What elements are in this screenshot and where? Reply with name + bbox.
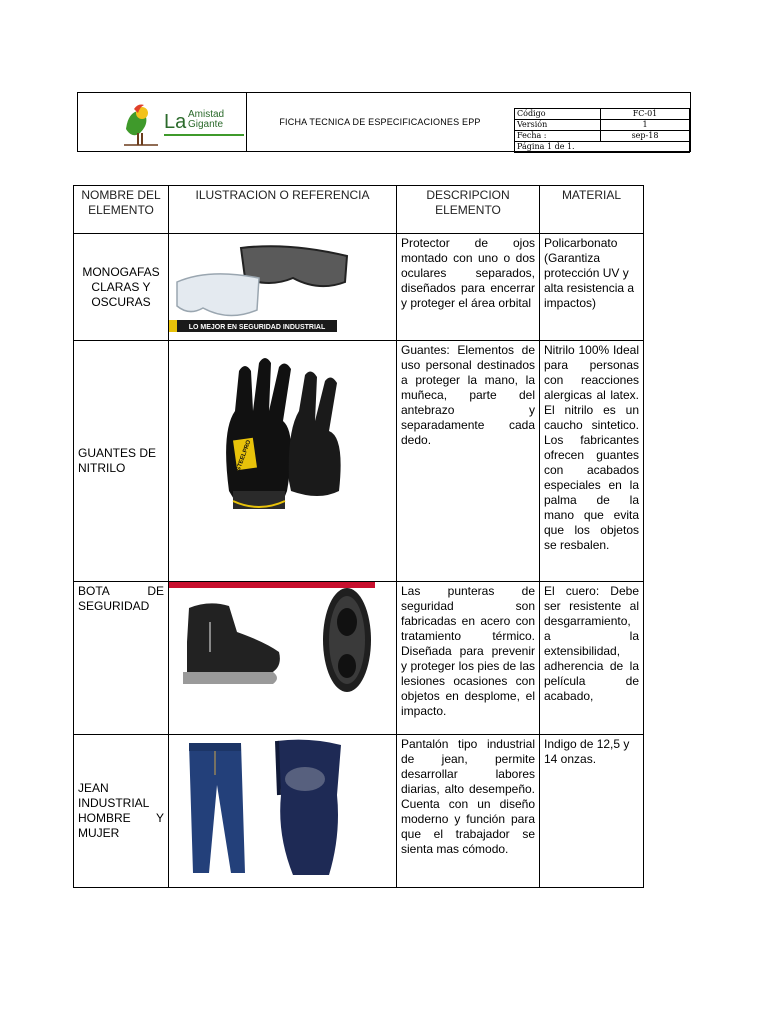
brand-gigante: Gigante bbox=[188, 119, 224, 130]
boots-illustration bbox=[169, 582, 395, 730]
table-row bbox=[74, 341, 644, 582]
boots-image bbox=[169, 582, 397, 735]
table-header-row bbox=[74, 186, 644, 234]
row-material: Nitrilo 100% Ideal para personas con reacciones alergicas al latex. El nitrilo es un caucho sintetico. Los fabricantes ofrecen guantes con acabados especiales en la palma de la mano que evita que los objetos se resbalen. bbox=[540, 341, 644, 582]
row-descripcion: Guantes: Elementos de uso personal destinados a proteger la mano, la muñeca, parte del antebrazo y separadamente cada dedo. bbox=[397, 341, 540, 582]
gloves-illustration bbox=[169, 341, 395, 577]
col-header-material: MATERIAL bbox=[540, 186, 644, 234]
gloves-image bbox=[169, 341, 397, 582]
jeans-image bbox=[169, 735, 397, 888]
fecha-value: sep-18 bbox=[601, 131, 690, 142]
col-header-nombre: NOMBRE DEL ELEMENTO bbox=[74, 186, 169, 234]
meta-row-codigo bbox=[515, 109, 690, 120]
codigo-label: Código bbox=[515, 109, 601, 120]
row-descripcion: Las punteras de seguridad son fabricadas en acero con tratamiento térmico. Diseñada para prevenir y proteger los pies de las lesiones ocasiones con objetos en desplome, el impacto. bbox=[397, 582, 540, 735]
logo-cell bbox=[78, 93, 247, 151]
brand-la: La bbox=[164, 111, 187, 133]
goggles-caption: LO MEJOR EN SEGURIDAD INDUSTRIAL bbox=[188, 324, 326, 331]
col-header-descripcion: DESCRIPCION ELEMENTO bbox=[397, 186, 540, 234]
brand-underline bbox=[164, 134, 244, 136]
table-row bbox=[74, 234, 644, 341]
gloves-brand: STEELPRO bbox=[235, 439, 253, 472]
brand-amistad: Amistad bbox=[188, 109, 225, 120]
row-material: Indigo de 12,5 y 14 onzas. bbox=[540, 735, 644, 888]
epp-spec-table bbox=[73, 185, 644, 888]
document-title: FICHA TECNICA DE ESPECIFICACIONES EPP bbox=[279, 117, 481, 127]
row-descripcion: Pantalón tipo industrial de jean, permite desarrollar labores diarias, alto desempeño. Cuenta con un diseño moderno y función para que el trabajador se sienta mas cómodo. bbox=[397, 735, 540, 888]
table-row bbox=[74, 582, 644, 735]
document-meta-table bbox=[514, 108, 690, 153]
document-header bbox=[77, 92, 691, 152]
row-descripcion: Protector de ojos montado con uno o dos oculares separados, diseñados para encerrar y proteger el área orbital bbox=[397, 234, 540, 341]
meta-row-pagina bbox=[515, 142, 690, 153]
row-nombre: BOTA DE SEGURIDAD bbox=[74, 582, 169, 735]
goggles-illustration bbox=[169, 234, 395, 336]
row-material: El cuero: Debe ser resistente al desgarramiento, a la extensibilidad, adherencia de la película de acabado, bbox=[540, 582, 644, 735]
row-material: Policarbonato (Garantiza protección UV y alta resistencia a impactos) bbox=[540, 234, 644, 341]
version-label: Versión bbox=[515, 120, 601, 131]
col-header-ilustracion: ILUSTRACION O REFERENCIA bbox=[169, 186, 397, 234]
meta-row-version bbox=[515, 120, 690, 131]
meta-row-fecha bbox=[515, 131, 690, 142]
fecha-label: Fecha : bbox=[515, 131, 601, 142]
pagina-label: Página 1 de 1. bbox=[515, 142, 690, 153]
version-value: 1 bbox=[601, 120, 690, 131]
goggles-image bbox=[169, 234, 397, 341]
jeans-illustration bbox=[169, 735, 395, 883]
row-nombre: GUANTES DE NITRILO bbox=[74, 341, 169, 582]
row-nombre: JEAN INDUSTRIAL HOMBRE Y MUJER bbox=[74, 735, 169, 888]
table-row bbox=[74, 735, 644, 888]
codigo-value: FC-01 bbox=[601, 109, 690, 120]
row-nombre: MONOGAFAS CLARAS Y OSCURAS bbox=[74, 234, 169, 341]
